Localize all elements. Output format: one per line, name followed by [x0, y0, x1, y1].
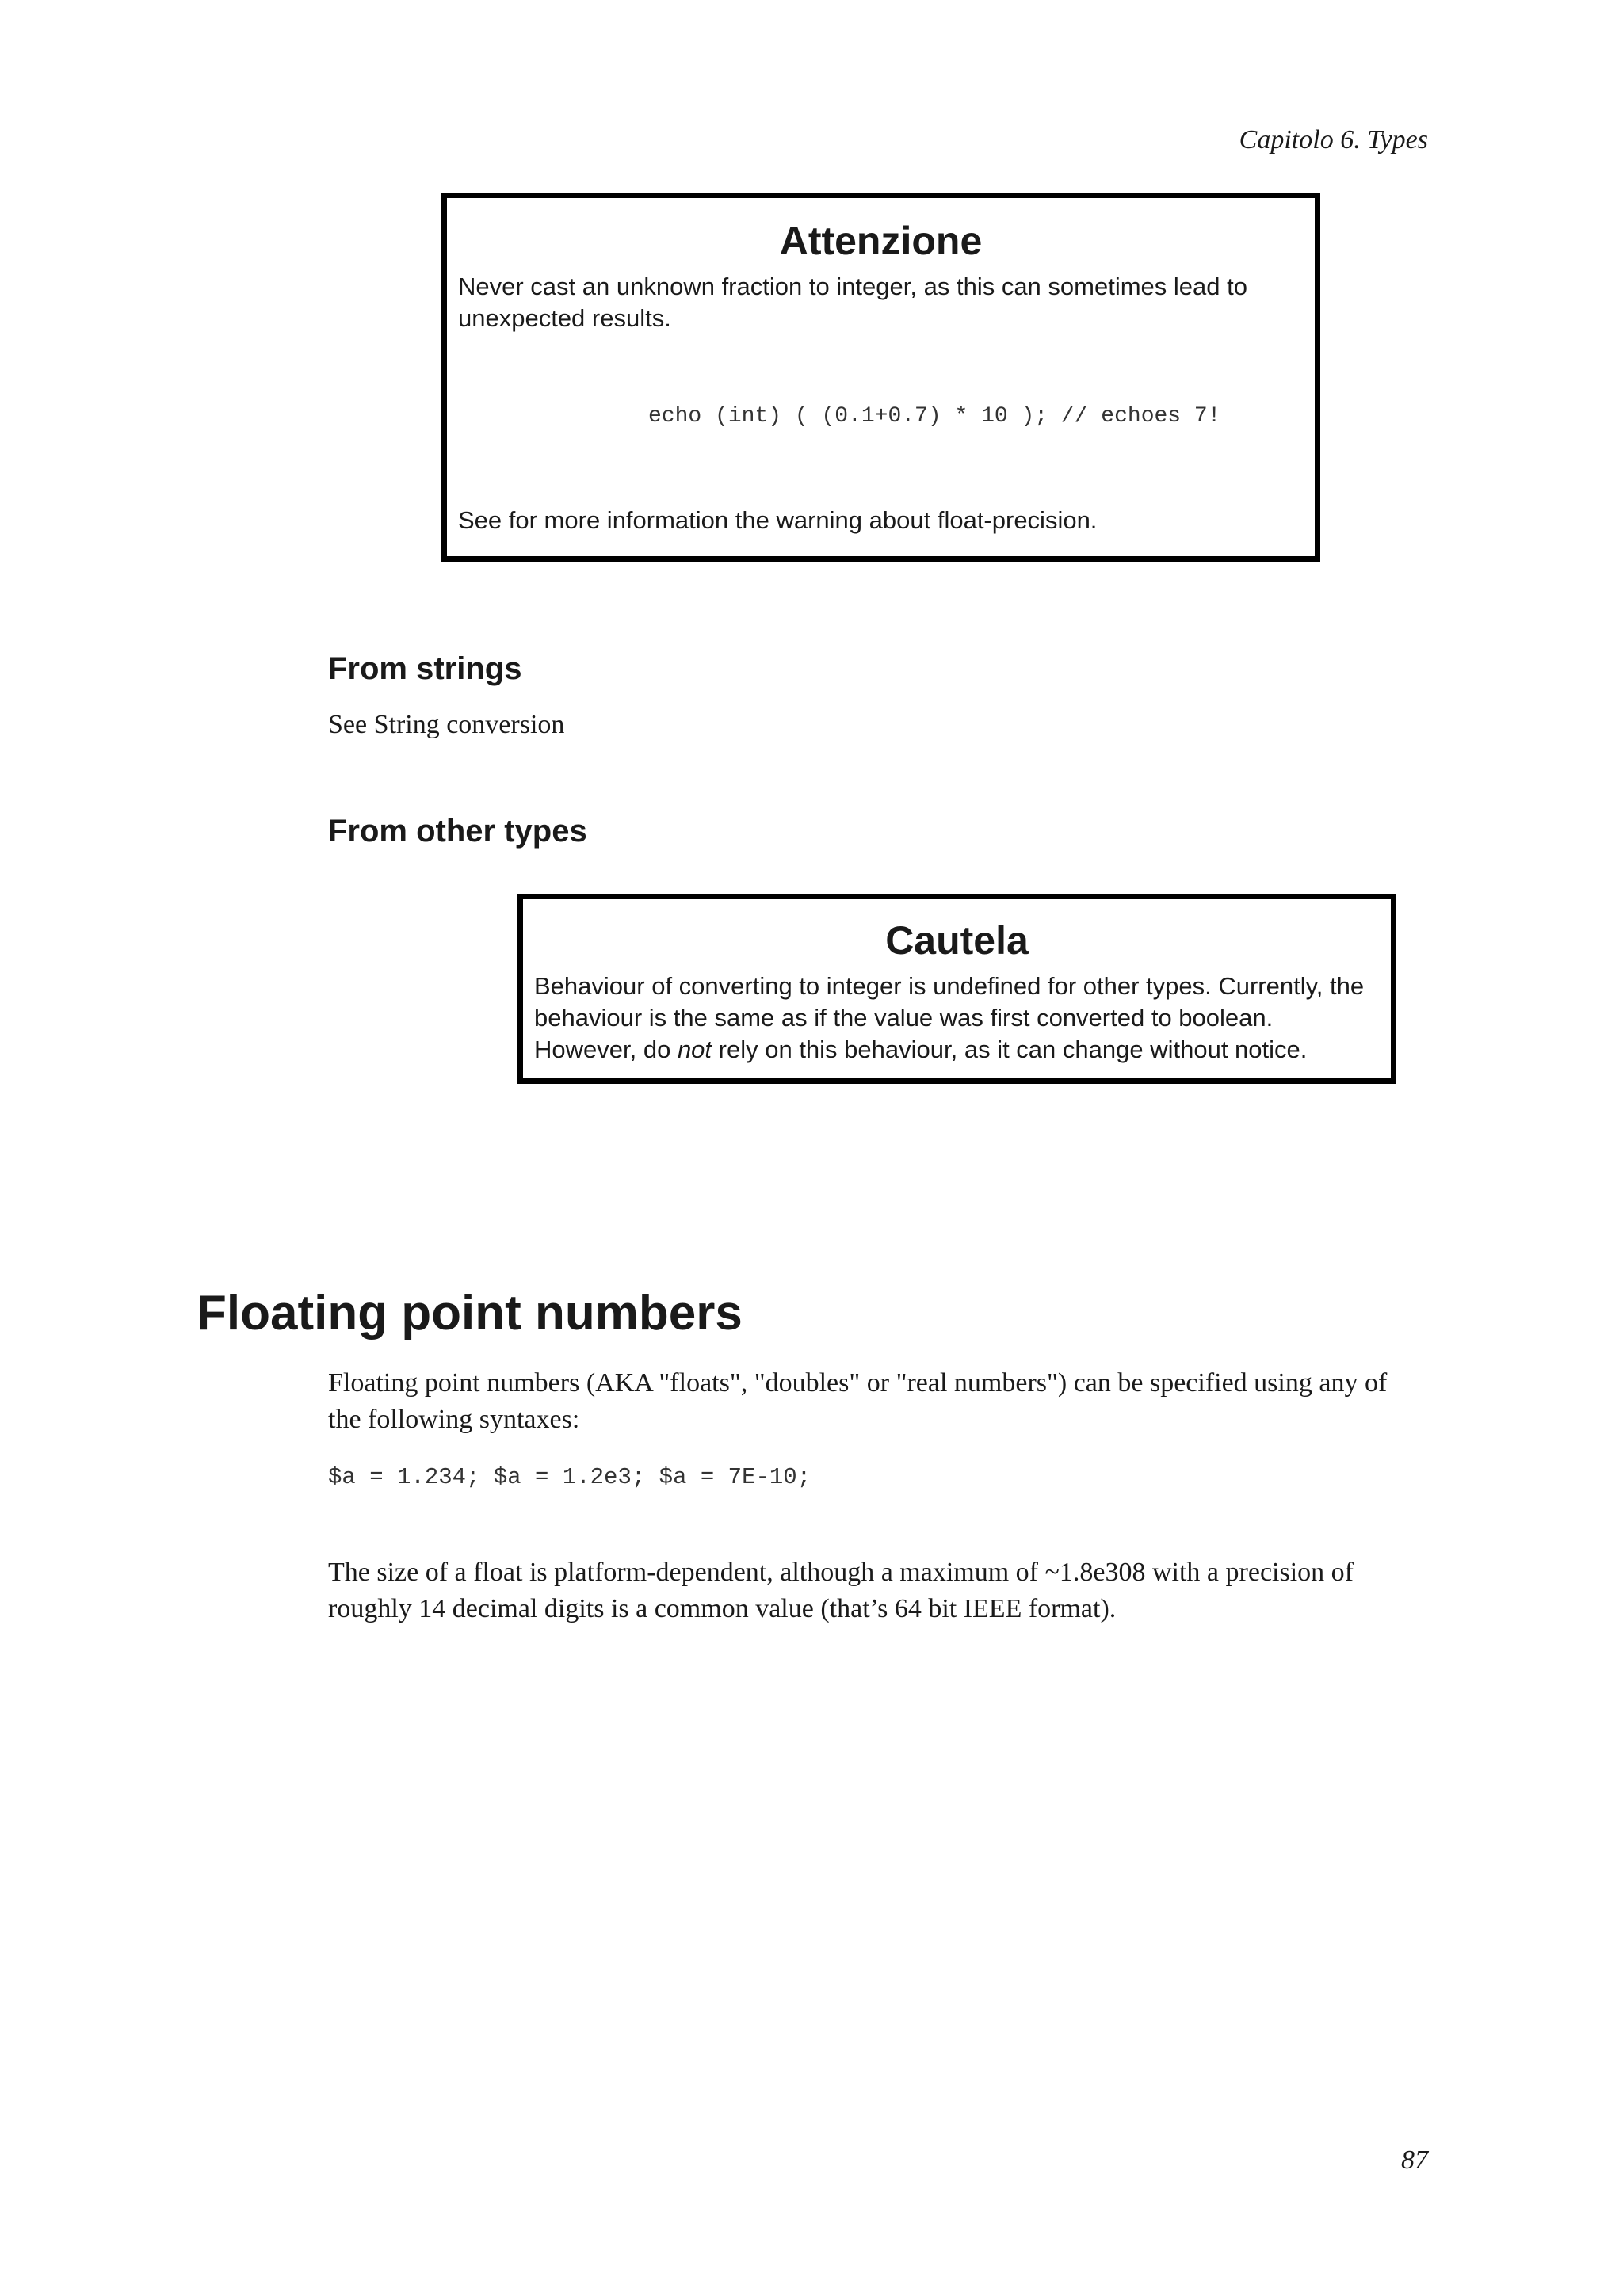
running-header: Capitolo 6. Types — [1239, 125, 1428, 154]
caution-text-emphasis: not — [677, 1035, 712, 1063]
warning-text: Never cast an unknown fraction to integer, as this can sometimes lead to unexpected results. — [458, 273, 1247, 332]
caution-text-part1: Behaviour of converting to integer is undefined for other types. Currently, the behaviour is the same as if the value was first converted to boolean. However, do — [534, 972, 1365, 1063]
warning-code-example: echo (int) ( (0.1+0.7) * 10 ); // echoes 7! — [648, 404, 1221, 429]
from-other-types-heading: From other types — [328, 814, 587, 849]
floating-point-heading: Floating point numbers — [197, 1286, 743, 1341]
floating-point-intro: Floating point numbers (AKA "floats", "doubles" or "real numbers") can be specified using any of the following syntaxes: — [328, 1368, 1388, 1434]
warning-see-also-text: See for more information the warning about float-precision. — [458, 506, 1098, 534]
caution-text-part2: rely on this behaviour, as it can change without notice. — [712, 1035, 1308, 1063]
page-number: 87 — [1401, 2145, 1428, 2175]
caution-admonition — [517, 894, 1396, 1084]
from-strings-text: See String conversion — [328, 710, 565, 739]
warning-title: Attenzione — [779, 219, 983, 263]
caution-text — [523, 971, 1391, 1066]
floating-point-code-example: $a = 1.234; $a = 1.2e3; $a = 7E-10; — [328, 1464, 812, 1490]
caution-title: Cautela — [885, 918, 1029, 963]
warning-admonition — [441, 193, 1320, 562]
floating-point-size-text: The size of a float is platform-dependent, although a maximum of ~1.8e308 with a precision of roughly 14 decimal digits is a common value (that’s 64 bit IEEE format). — [328, 1558, 1354, 1623]
from-strings-heading: From strings — [328, 651, 522, 686]
